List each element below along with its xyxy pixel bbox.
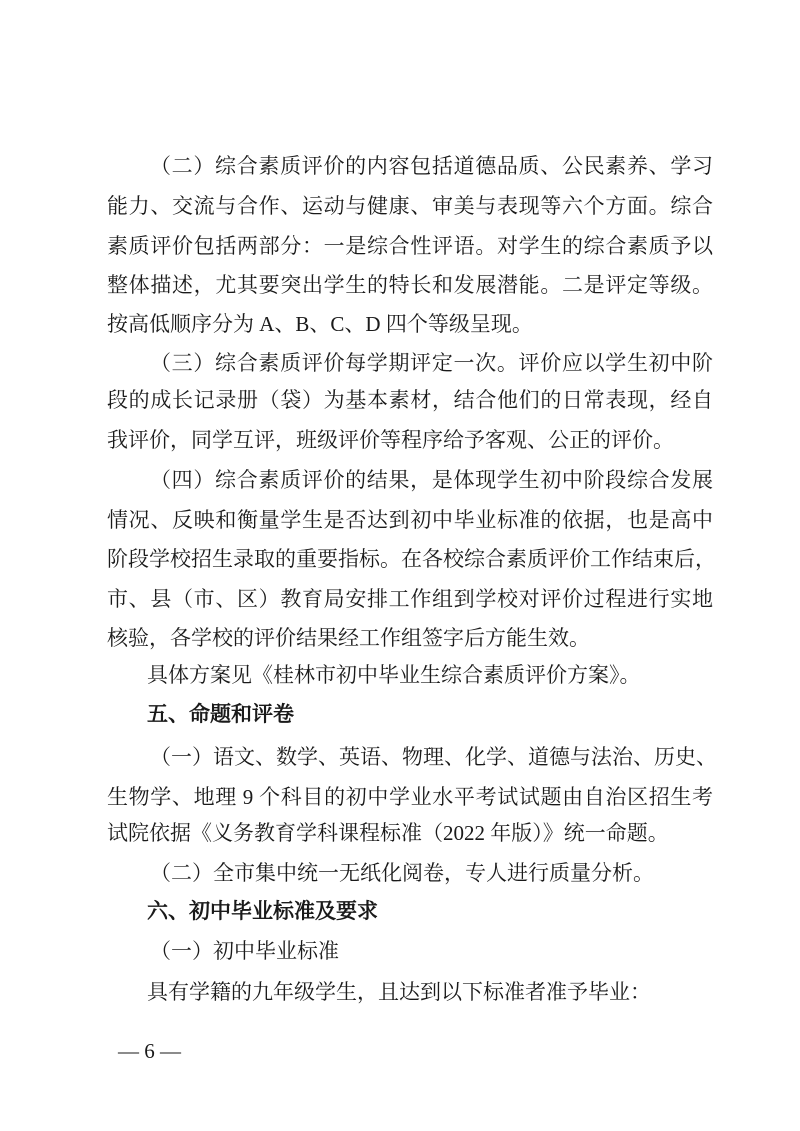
paragraph-line: （二）综合素质评价的内容包括道德品质、公民素养、学习	[150, 154, 713, 178]
paragraph-line: 按高低顺序分为 A、B、C、D 四个等级呈现。	[107, 312, 533, 336]
subsection-heading: （一）初中毕业标准	[150, 940, 339, 963]
paragraph-line: 情况、反映和衡量学生是否达到初中毕业标准的依据，也是高中	[107, 508, 713, 532]
paragraph-line: （二）全市集中统一无纸化阅卷，专人进行质量分析。	[150, 861, 654, 885]
paragraph-line: 市、县（市、区）教育局安排工作组到学校对评价过程进行实地	[107, 587, 713, 611]
paragraph-line: 具体方案见《桂林市初中毕业生综合素质评价方案》。	[147, 663, 641, 687]
paragraph-line: 试院依据《义务教育学科课程标准（2022 年版）》统一命题。	[107, 821, 669, 845]
paragraph-line: （一）语文、数学、英语、物理、化学、道德与法治、历史、	[150, 745, 717, 769]
paragraph-line: 具有学籍的九年级学生，且达到以下标准者准予毕业：	[147, 980, 651, 1004]
paragraph-line: 核验，各学校的评价结果经工作组签字后方能生效。	[107, 626, 590, 650]
paragraph-line: （三）综合素质评价每学期评定一次。评价应以学生初中阶	[150, 351, 713, 375]
paragraph-line: 段的成长记录册（袋）为基本素材，结合他们的日常表现，经自	[107, 388, 713, 412]
section-heading: 六、初中毕业标准及要求	[147, 900, 378, 923]
paragraph-line: 阶段学校招生录取的重要指标。在各校综合素质评价工作结束后，	[107, 547, 716, 571]
paragraph-line: 生物学、地理 9 个科目的初中学业水平考试试题由自治区招生考	[107, 785, 713, 809]
page-number: — 6 —	[118, 1039, 181, 1063]
paragraph-line: 整体描述，尤其要突出学生的特长和发展潜能。二是评定等级。	[107, 273, 713, 297]
section-heading: 五、命题和评卷	[147, 703, 294, 726]
paragraph-line: 我评价，同学互评，班级评价等程序给予客观、公正的评价。	[107, 428, 674, 452]
paragraph-line: 素质评价包括两部分：一是综合性评语。对学生的综合素质予以	[107, 234, 713, 258]
paragraph-line: （四）综合素质评价的结果，是体现学生初中阶段综合发展	[150, 468, 713, 492]
paragraph-line: 能力、交流与合作、运动与健康、审美与表现等六个方面。综合	[107, 194, 713, 218]
